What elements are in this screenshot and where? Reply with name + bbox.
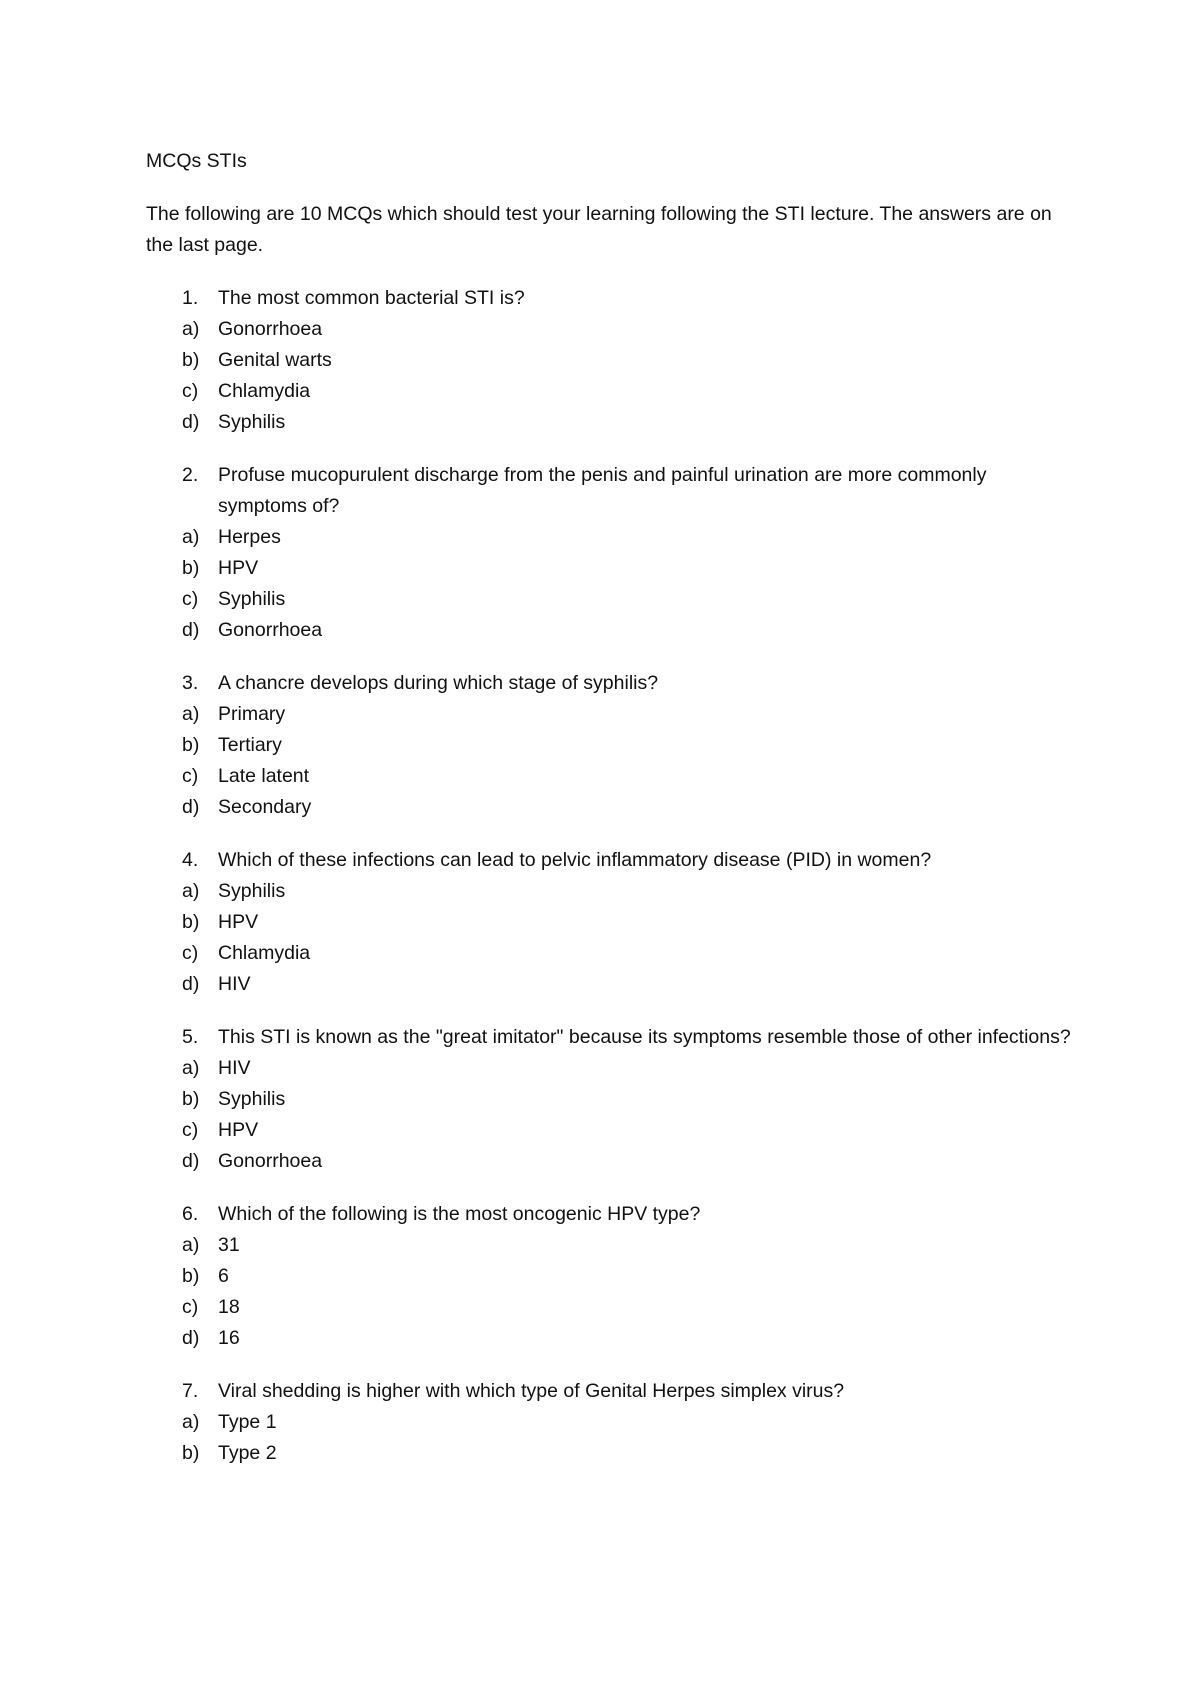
option-letter: b) <box>182 557 200 579</box>
answer-option <box>146 730 1076 761</box>
question-number: 2. <box>182 464 199 486</box>
page-title: MCQs STIs <box>146 150 247 172</box>
option-text: 16 <box>218 1327 240 1349</box>
answer-option <box>146 615 1076 646</box>
option-letter: b) <box>182 1088 200 1110</box>
question-number: 6. <box>182 1203 199 1225</box>
option-text: Syphilis <box>218 411 286 433</box>
option-letter: c) <box>182 1296 199 1318</box>
option-letter: a) <box>182 526 200 548</box>
answer-option <box>146 761 1076 792</box>
question-stem <box>146 1376 1076 1407</box>
option-text: Syphilis <box>218 1088 286 1110</box>
answer-option <box>146 584 1076 615</box>
option-letter: c) <box>182 1119 199 1141</box>
question-number: 4. <box>182 849 199 871</box>
question-2 <box>146 460 1076 646</box>
option-text: HPV <box>218 911 259 933</box>
question-number: 5. <box>182 1026 199 1048</box>
option-text: Syphilis <box>218 880 286 902</box>
question-1 <box>146 283 1076 438</box>
option-letter: c) <box>182 588 199 610</box>
answer-option <box>146 1084 1076 1115</box>
option-letter: b) <box>182 349 200 371</box>
answer-option <box>146 522 1076 553</box>
option-text: Herpes <box>218 526 281 548</box>
answer-option <box>146 699 1076 730</box>
question-stem <box>146 1199 1076 1230</box>
option-text: Gonorrhoea <box>218 318 323 340</box>
option-letter: a) <box>182 1234 200 1256</box>
option-letter: d) <box>182 1150 200 1172</box>
option-text: 18 <box>218 1296 240 1318</box>
answer-option <box>146 907 1076 938</box>
option-text: Gonorrhoea <box>218 619 323 641</box>
option-text: HIV <box>218 1057 251 1079</box>
option-text: Syphilis <box>218 588 286 610</box>
answer-option <box>146 1230 1076 1261</box>
option-letter: b) <box>182 734 200 756</box>
question-stem <box>146 283 1076 314</box>
option-text: HPV <box>218 557 259 579</box>
question-stem <box>146 668 1076 699</box>
answer-option <box>146 345 1076 376</box>
answer-option <box>146 1115 1076 1146</box>
question-number: 1. <box>182 287 199 309</box>
option-letter: b) <box>182 1265 200 1287</box>
question-text: Which of the following is the most oncogenic HPV type? <box>218 1203 701 1225</box>
question-number: 7. <box>182 1380 199 1402</box>
option-text: 6 <box>218 1265 229 1287</box>
answer-option <box>146 1438 1076 1469</box>
question-text: A chancre develops during which stage of syphilis? <box>218 672 659 694</box>
option-text: 31 <box>218 1234 240 1256</box>
question-6 <box>146 1199 1076 1354</box>
question-text: Which of these infections can lead to pelvic inflammatory disease (PID) in women? <box>218 849 932 871</box>
answer-option <box>146 938 1076 969</box>
option-letter: d) <box>182 411 200 433</box>
intro-paragraph: The following are 10 MCQs which should test your learning following the STI lecture. The answers are on the last page. <box>146 203 1052 256</box>
option-letter: a) <box>182 318 200 340</box>
option-letter: b) <box>182 1442 200 1464</box>
option-letter: d) <box>182 796 200 818</box>
option-letter: c) <box>182 380 199 402</box>
answer-option <box>146 969 1076 1000</box>
answer-option <box>146 1407 1076 1438</box>
option-letter: a) <box>182 1057 200 1079</box>
answer-option <box>146 876 1076 907</box>
option-letter: a) <box>182 880 200 902</box>
option-letter: a) <box>182 703 200 725</box>
option-text: Secondary <box>218 796 312 818</box>
answer-option <box>146 1292 1076 1323</box>
question-text: This STI is known as the "great imitator" because its symptoms resemble those of other infections? <box>218 1026 1071 1048</box>
answer-option <box>146 792 1076 823</box>
question-text: The most common bacterial STI is? <box>218 287 525 309</box>
question-text: Viral shedding is higher with which type of Genital Herpes simplex virus? <box>218 1380 845 1402</box>
question-list <box>146 283 1076 1469</box>
option-text: Chlamydia <box>218 942 311 964</box>
answer-option <box>146 314 1076 345</box>
answer-option <box>146 376 1076 407</box>
option-text: Type 1 <box>218 1411 277 1433</box>
question-4 <box>146 845 1076 1000</box>
question-text: Profuse mucopurulent discharge from the penis and painful urination are more commonly symptoms of? <box>218 464 987 517</box>
question-number: 3. <box>182 672 199 694</box>
option-letter: c) <box>182 942 199 964</box>
question-stem <box>146 1022 1076 1053</box>
option-text: Genital warts <box>218 349 332 371</box>
option-letter: d) <box>182 619 200 641</box>
option-letter: d) <box>182 1327 200 1349</box>
question-3 <box>146 668 1076 823</box>
option-text: Tertiary <box>218 734 282 756</box>
option-text: Chlamydia <box>218 380 311 402</box>
answer-option <box>146 1261 1076 1292</box>
answer-option <box>146 1146 1076 1177</box>
option-text: HIV <box>218 973 251 995</box>
answer-option <box>146 553 1076 584</box>
question-5 <box>146 1022 1076 1177</box>
question-stem <box>146 460 1076 522</box>
option-text: Type 2 <box>218 1442 277 1464</box>
option-letter: a) <box>182 1411 200 1433</box>
question-stem <box>146 845 1076 876</box>
answer-option <box>146 1323 1076 1354</box>
option-text: HPV <box>218 1119 259 1141</box>
option-letter: c) <box>182 765 199 787</box>
option-text: Late latent <box>218 765 310 787</box>
answer-option <box>146 407 1076 438</box>
option-letter: d) <box>182 973 200 995</box>
answer-option <box>146 1053 1076 1084</box>
option-letter: b) <box>182 911 200 933</box>
question-7 <box>146 1376 1076 1469</box>
document-content <box>146 146 1076 1469</box>
option-text: Gonorrhoea <box>218 1150 323 1172</box>
option-text: Primary <box>218 703 286 725</box>
